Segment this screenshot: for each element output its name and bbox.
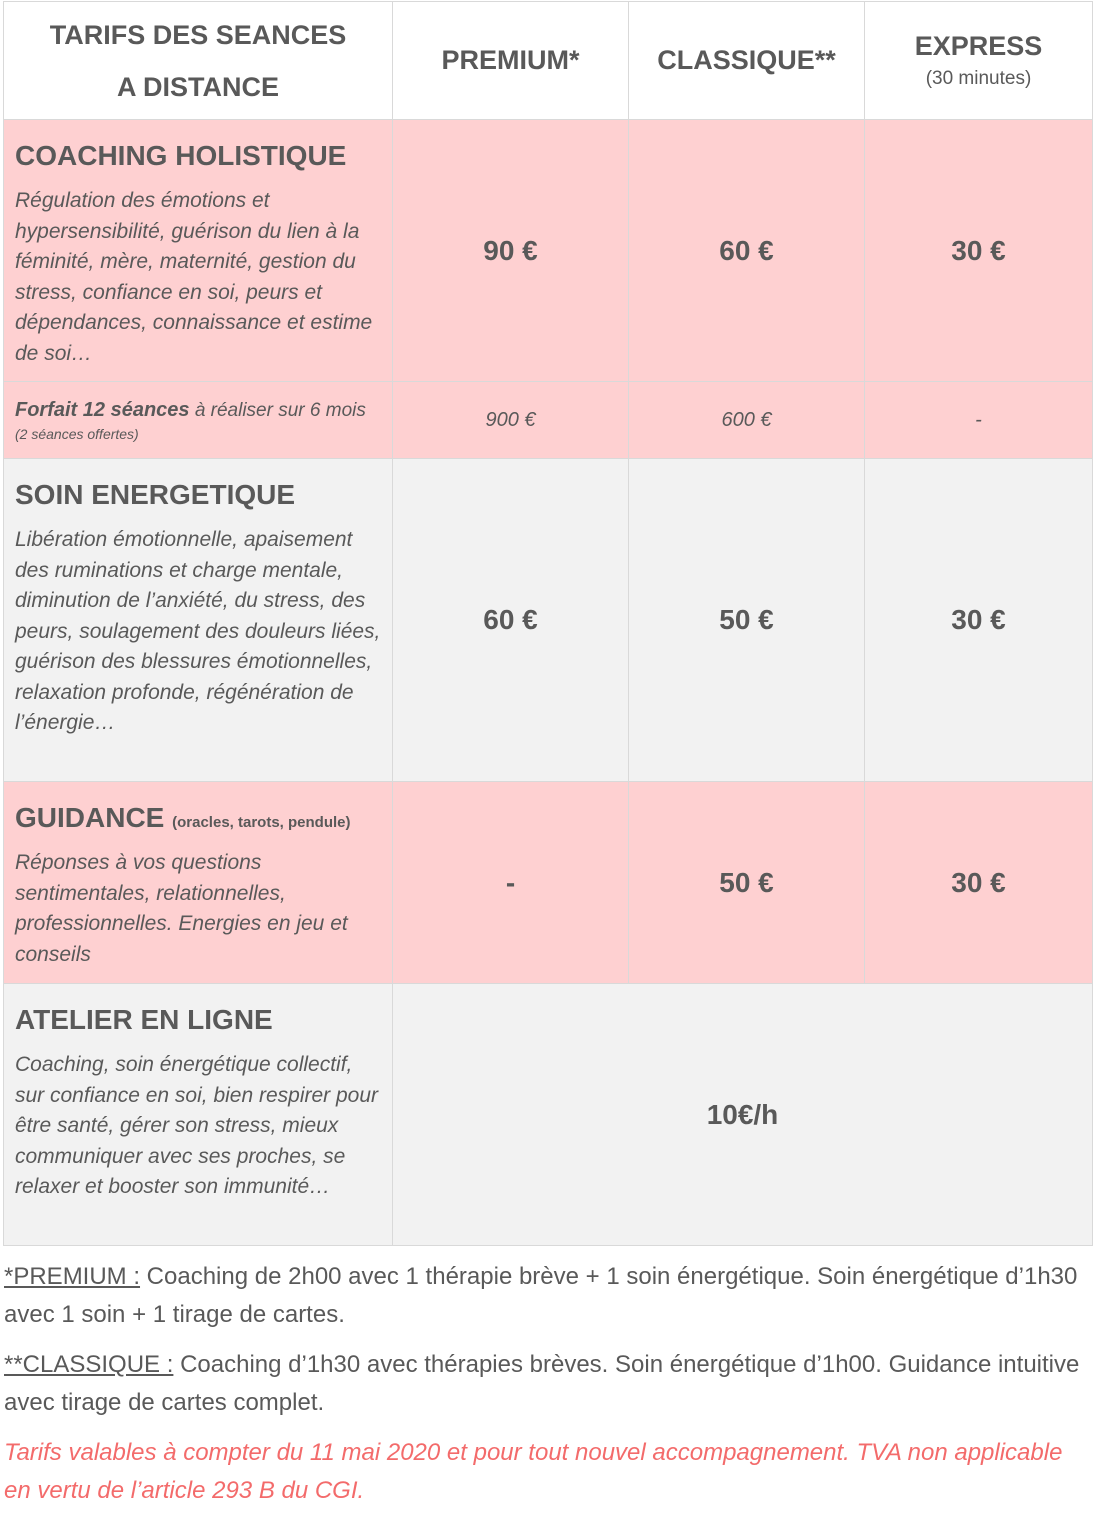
guidance-description-cell xyxy=(4,782,393,984)
row-coaching xyxy=(4,120,1093,382)
guidance-title: GUIDANCE xyxy=(15,802,165,833)
soin-price-premium: 60 € xyxy=(393,459,629,782)
premium-footnote-label: *PREMIUM : xyxy=(4,1263,141,1290)
guidance-title-line xyxy=(15,802,382,834)
soin-title: SOIN ENERGETIQUE xyxy=(15,479,296,510)
guidance-price-classique: 50 € xyxy=(629,782,865,984)
forfait-sub: (2 séances offertes) xyxy=(15,425,139,442)
coaching-price-express: 30 € xyxy=(865,120,1093,382)
validity-notice: Tarifs valables à compter du 11 mai 2020 et pour tout nouvel accompagnement. TVA non applicable en vertu de l’article 293 B du CGI. xyxy=(4,1439,1063,1504)
coaching-description: Régulation des émotions et hypersensibilité, guérison du lien à la féminité, mère, maternité, gestion du stress, confiance en soi, peurs et dépendances, connaissance et estime de soi… xyxy=(15,189,373,365)
column-header-classique: CLASSIQUE** xyxy=(629,2,865,120)
forfait-price-classique: 600 € xyxy=(629,382,865,459)
premium-footnote xyxy=(4,1258,1089,1334)
atelier-title: ATELIER EN LIGNE xyxy=(15,1004,273,1035)
classique-footnote-label: **CLASSIQUE : xyxy=(4,1351,174,1378)
forfait-main xyxy=(15,399,382,422)
forfait-description-cell xyxy=(4,382,393,459)
guidance-description: Réponses à vos questions sentimentales, relationnelles, professionnelles. Energies en jeu et conseils xyxy=(15,851,348,966)
classique-footnote xyxy=(4,1346,1089,1422)
row-guidance xyxy=(4,782,1093,984)
soin-price-express: 30 € xyxy=(865,459,1093,782)
premium-footnote-text: Coaching de 2h00 avec 1 thérapie brève + 1 soin énergétique. Soin énergétique d’1h30 avec 1 soin + 1 tirage de cartes. xyxy=(4,1263,1078,1328)
soin-price-classique: 50 € xyxy=(629,459,865,782)
atelier-price: 10€/h xyxy=(393,984,1093,1246)
forfait-price-express: - xyxy=(865,382,1093,459)
atelier-description-cell xyxy=(4,984,393,1246)
guidance-price-premium: - xyxy=(393,782,629,984)
forfait-detail: à réaliser sur 6 mois xyxy=(194,399,366,421)
coaching-title: COACHING HOLISTIQUE xyxy=(15,140,347,171)
guidance-note: (oracles, tarots, pendule) xyxy=(172,814,351,831)
column-header-express-label: EXPRESS xyxy=(914,31,1043,61)
table-title xyxy=(4,2,393,120)
row-soin xyxy=(4,459,1093,782)
column-header-premium: PREMIUM* xyxy=(393,2,629,120)
coaching-price-premium: 90 € xyxy=(393,120,629,382)
column-header-express-duration: (30 minutes) xyxy=(925,68,1032,89)
pricing-table xyxy=(3,1,1093,1246)
coaching-description-cell xyxy=(4,120,393,382)
table-title-line2: A DISTANCE xyxy=(117,71,279,102)
row-forfait xyxy=(4,382,1093,459)
coaching-price-classique: 60 € xyxy=(629,120,865,382)
forfait-label: Forfait 12 séances xyxy=(15,398,190,421)
row-atelier xyxy=(4,984,1093,1246)
atelier-description: Coaching, soin énergétique collectif, sur confiance en soi, bien respirer pour être santé, gérer son stress, mieux communiquer avec ses proches, se relaxer et booster son immunité… xyxy=(15,1053,379,1198)
column-header-express xyxy=(865,2,1093,120)
guidance-price-express: 30 € xyxy=(865,782,1093,984)
footnotes xyxy=(4,1258,1089,1510)
classique-footnote-text: Coaching d’1h30 avec thérapies brèves. Soin énergétique d’1h00. Guidance intuitive avec tirage de cartes complet. xyxy=(4,1351,1080,1416)
table-title-line1: TARIFS DES SEANCES xyxy=(49,19,347,50)
header-row xyxy=(4,2,1093,120)
forfait-price-premium: 900 € xyxy=(393,382,629,459)
soin-description: Libération émotionnelle, apaisement des ruminations et charge mentale, diminution de l’anxiété, du stress, des peurs, soulagement des douleurs liées, guérison des blessures émotionnelles, relaxation profonde, régénération de l’énergie… xyxy=(15,528,381,734)
soin-description-cell xyxy=(4,459,393,782)
